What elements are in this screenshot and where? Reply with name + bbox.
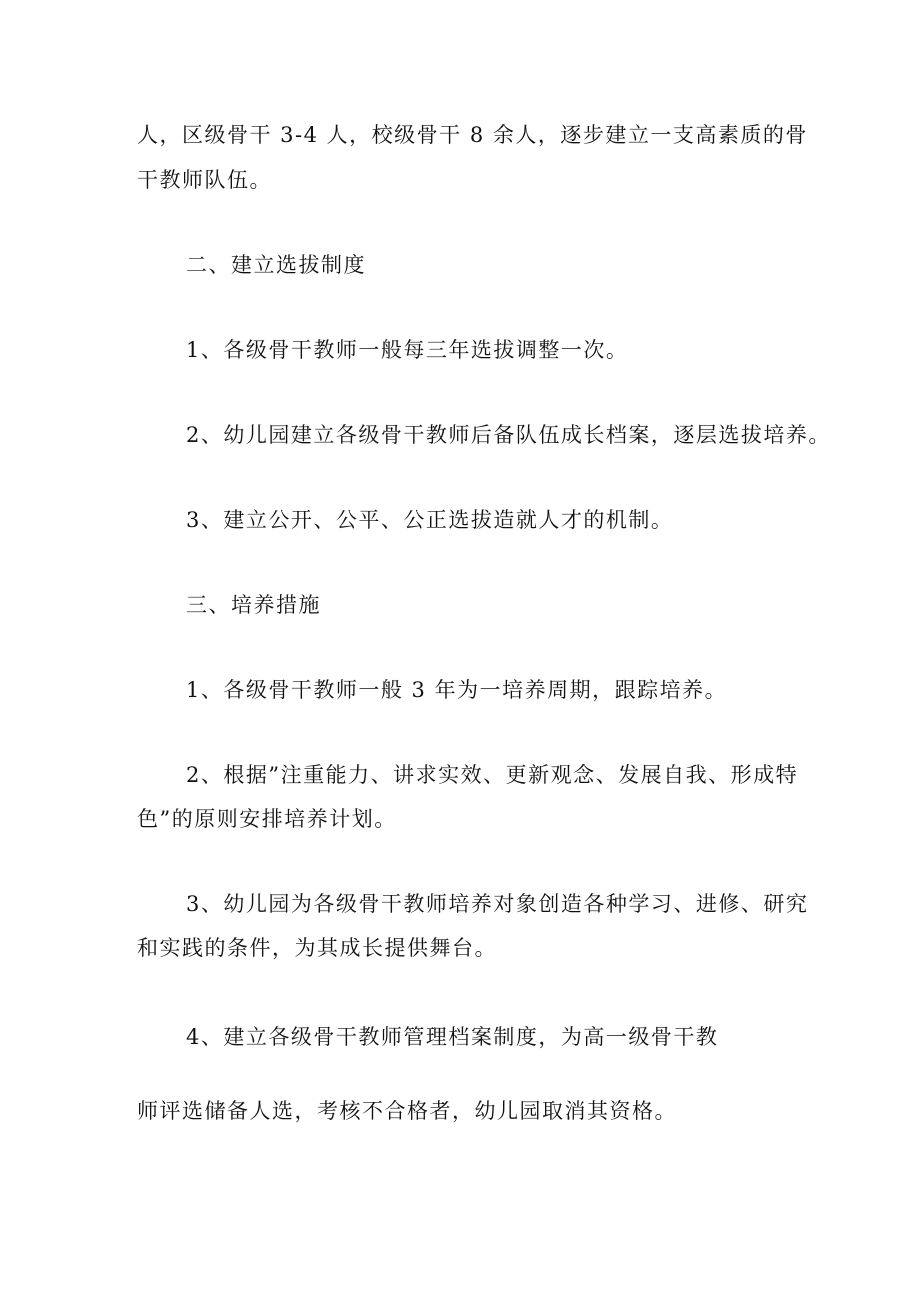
list-item-continuation: 和实践的条件，为其成长提供舞台。 <box>137 936 497 960</box>
paragraph-line: 人，区级骨干 3-4 人，校级骨干 8 余人，逐步建立一支高素质的骨 <box>137 123 808 147</box>
list-item: 2、幼儿园建立各级骨干教师后备队伍成长档案，逐层选拔培养。 <box>186 423 831 447</box>
list-item-continuation: 师评选储备人选，考核不合格者，幼儿园取消其资格。 <box>137 1099 677 1123</box>
list-item: 3、建立公开、公平、公正选拔造就人才的机制。 <box>186 508 674 532</box>
list-item: 4、建立各级骨干教师管理档案制度，为高一级骨干教 <box>186 1025 719 1049</box>
section-heading: 三、培养措施 <box>186 593 321 617</box>
list-item: 3、幼儿园为各级骨干教师培养对象创造各种学习、进修、研究 <box>186 892 809 916</box>
list-item: 1、各级骨干教师一般 3 年为一培养周期，跟踪培养。 <box>186 678 728 702</box>
list-item: 1、各级骨干教师一般每三年选拔调整一次。 <box>186 338 629 362</box>
list-item-continuation: 色”的原则安排培养计划。 <box>137 807 397 831</box>
section-heading: 二、建立选拔制度 <box>186 253 366 277</box>
paragraph-line: 干教师队伍。 <box>137 168 272 192</box>
list-item: 2、根据”注重能力、讲求实效、更新观念、发展自我、形成特 <box>186 763 799 787</box>
